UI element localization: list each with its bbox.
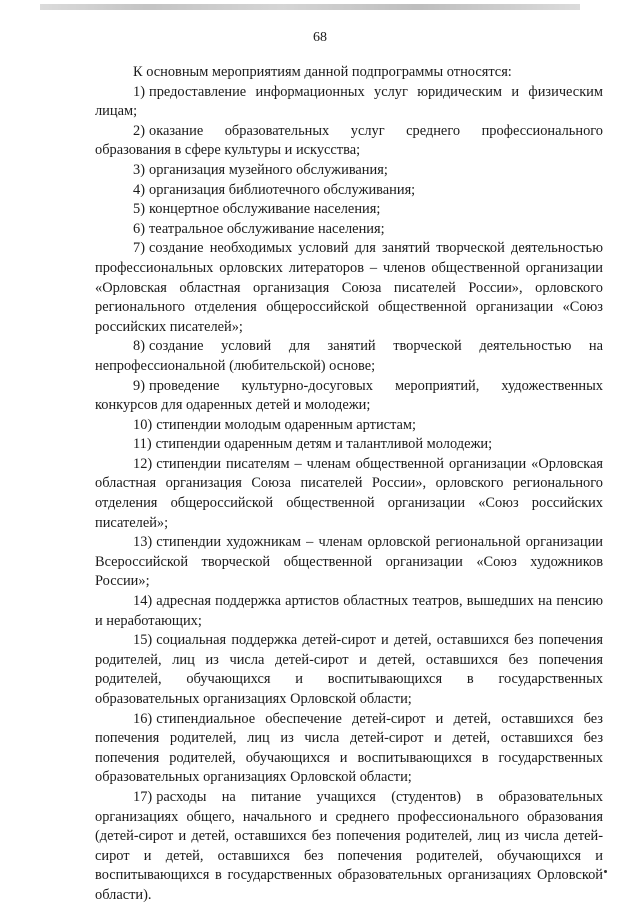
list-item-number: 16) (133, 710, 153, 727)
list-item (95, 337, 603, 376)
list-item-text: концертное обслуживание населения; (149, 201, 381, 218)
list-item-number: 12) (133, 455, 153, 472)
list-item-number: 10) (133, 416, 153, 433)
list-item-text: проведение культурно-досуговых мероприятий, художественных конкурсов для одаренных детей и молодежи; (95, 377, 603, 414)
list-item (95, 592, 603, 631)
list-item-text: создание необходимых условий для занятий творческой деятельностью профессиональных орловских литераторов – членов общественной организации «Орловская областная организация Союза писателей России», орловского регионального отделения общероссийской общественной организации «Союз российских писателей»; (95, 240, 603, 335)
list-item-number: 2) (133, 122, 145, 139)
list-item-text: стипендиальное обеспечение детей-сирот и детей, оставшихся без попечения родителей, лиц из числа детей-сирот и детей, оставшихся без попечения родителей, обучающихся и воспитывающихся в государственных образовательных организациях Орловской области; (95, 710, 603, 786)
measures-list (95, 83, 603, 906)
page-number: 68 (313, 30, 327, 45)
list-item-text: социальная поддержка детей-сирот и детей, оставшихся без попечения родителей, лиц из числа детей-сирот и детей, оставшихся без попечения родителей, обучающихся и воспитывающихся в государственных образовательных организациях Орловской области; (95, 632, 603, 707)
list-item (95, 533, 603, 592)
list-item (95, 83, 603, 122)
list-item-number: 9) (133, 377, 145, 394)
list-item (95, 200, 603, 220)
list-item (95, 239, 603, 337)
list-item-number: 8) (133, 338, 145, 355)
document-body (95, 63, 603, 906)
list-item (95, 788, 603, 906)
list-item-number: 17) (133, 788, 153, 805)
list-item-text: расходы на питание учащихся (студентов) в образовательных организациях общего, начального и среднего профессионального образования (детей-сирот и детей, оставшихся без попечения родителей, лиц из числа детей-сирот и детей, оставшихся без попечения родителей, обучающихся и воспитывающихся в государственных образовательных организациях Орловской области). (95, 788, 603, 903)
list-item (95, 161, 603, 181)
list-item (95, 710, 603, 788)
list-item-text: стипендии художникам – членам орловской региональной организации Всероссийской творческой общественной организации «Союз художников России»; (95, 534, 603, 590)
scan-speck (604, 870, 607, 873)
list-item-text: создание условий для занятий творческой деятельностью на непрофессиональной (любительской) основе; (95, 338, 603, 374)
list-item-text: организация библиотечного обслуживания; (149, 181, 416, 198)
list-item-text: организация музейного обслуживания; (149, 161, 388, 178)
list-item-number: 15) (133, 632, 153, 649)
list-item-text: оказание образовательных услуг среднего профессионального образования в сфере культуры и искусства; (95, 122, 603, 159)
list-item-number: 11) (133, 436, 152, 453)
list-item-text: предоставление информационных услуг юридическим и физическим лицам; (95, 83, 603, 120)
list-item-text: стипендии одаренным детям и талантливой молодежи; (155, 436, 493, 453)
list-item-number: 4) (133, 181, 145, 198)
list-item-number: 7) (133, 240, 145, 257)
list-item (95, 220, 603, 240)
list-item-number: 13) (133, 534, 153, 551)
list-item-number: 3) (133, 161, 145, 178)
list-item (95, 377, 603, 416)
list-item (95, 631, 603, 709)
list-item-text: театральное обслуживание населения; (149, 220, 385, 237)
list-item-number: 1) (133, 83, 145, 100)
scan-artifact-top (40, 4, 580, 10)
list-item (95, 122, 603, 161)
list-item (95, 435, 603, 455)
list-item (95, 455, 603, 533)
list-item-number: 5) (133, 201, 145, 218)
list-item-number: 14) (133, 593, 153, 610)
intro-paragraph: К основным мероприятиям данной подпрограммы относятся: (133, 64, 512, 80)
list-item (95, 416, 603, 436)
list-item-text: стипендии молодым одаренным артистам; (156, 416, 417, 433)
list-item-number: 6) (133, 220, 145, 237)
list-item-text: адресная поддержка артистов областных театров, вышедших на пенсию и неработающих; (95, 593, 603, 629)
list-item-text: стипендии писателям – членам общественной организации «Орловская областная организация Союза писателей России», орловского регионального отделения общероссийской общественной организации «Союз российских писателей»; (95, 455, 603, 531)
list-item (95, 181, 603, 201)
